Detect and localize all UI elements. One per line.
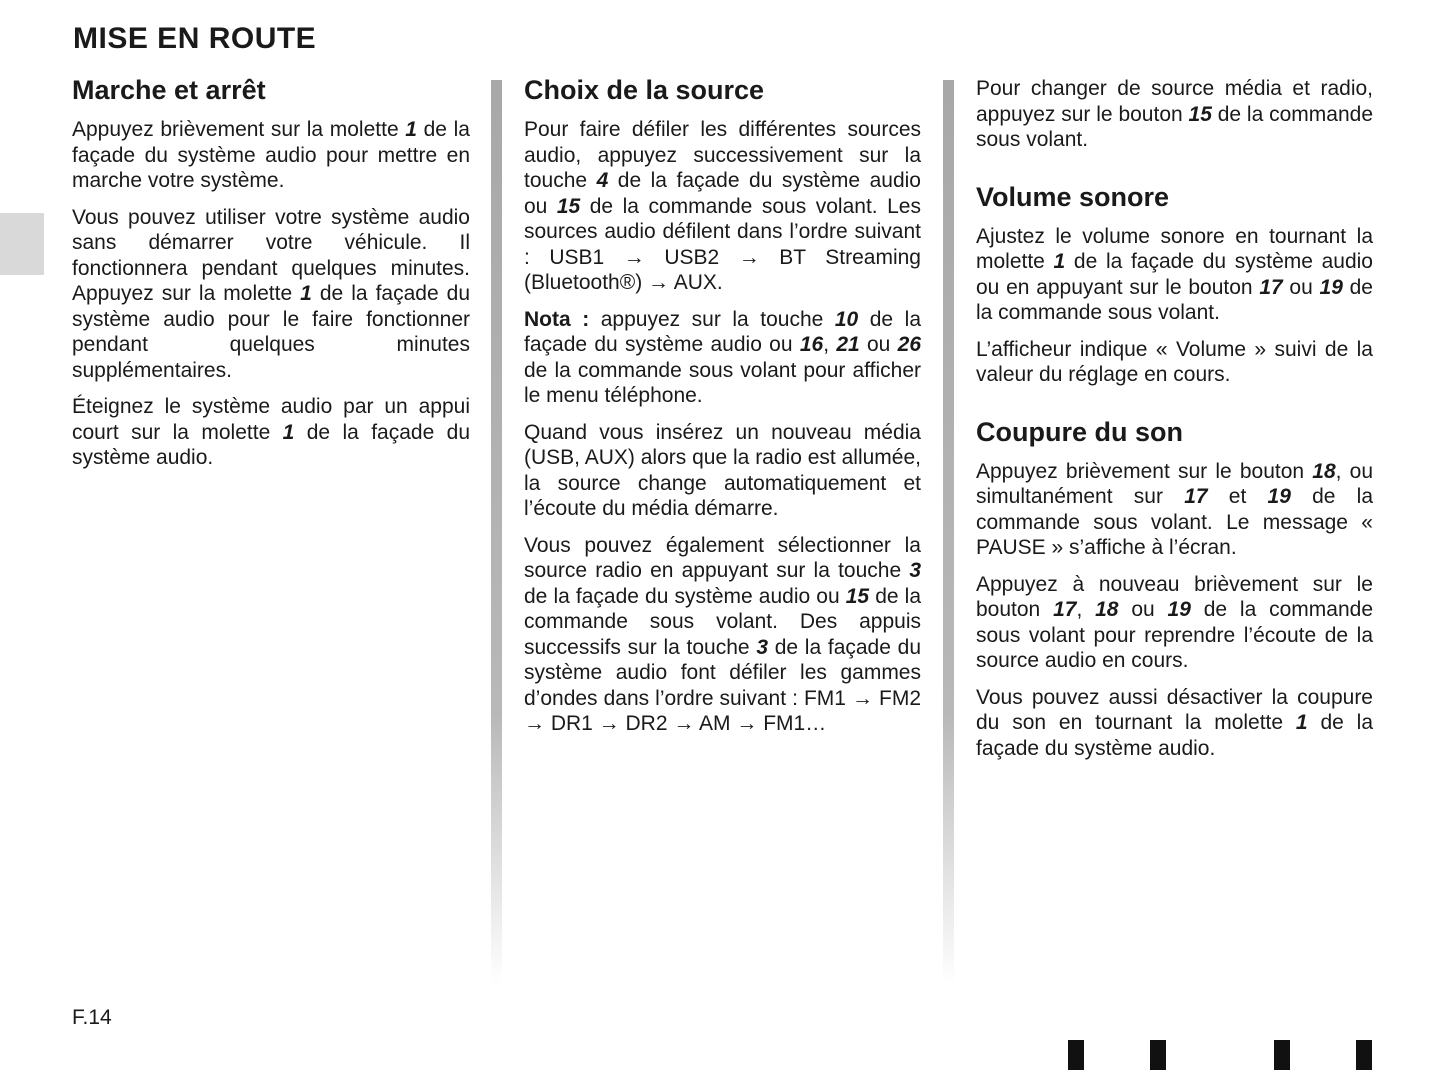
print-crop-mark [1356,1040,1372,1070]
control-number: 17 [1053,598,1077,621]
paragraph [524,533,921,737]
text: Pour changer de source média et radio, appuyez sur le bouton [976,77,1373,126]
text: Appuyez brièvement sur la molette [72,118,406,141]
note-label: Nota : [524,307,590,331]
text: Vous pouvez utiliser votre système audio sans démarrer votre véhicule. Il fonctionnera pendant quelques minutes. Appuyez sur la molette [72,205,470,305]
text: Vous pouvez aussi désactiver la coupure du son en tournant la molette [976,685,1373,734]
paragraph [72,394,470,471]
text: de la commande sous volant. [976,102,1374,151]
text: Vous pouvez également sélectionner la source radio en appuyant sur la touche [524,533,921,582]
text: , [823,333,837,356]
text: de la commande sous volant pour afficher le menu téléphone. [524,358,921,407]
column-separator [943,80,954,985]
text: appuyez sur la touche [589,307,835,331]
control-number: 21 [836,333,860,356]
print-crop-mark [1068,1040,1084,1070]
text: de la façade du système audio ou [524,169,921,218]
control-number: 17 [1259,275,1283,299]
control-number: 1 [300,282,312,305]
paragraph [976,76,1373,153]
text: Pour faire défiler les différentes sources audio, appuyez successivement sur la touche [524,118,921,192]
control-number: 19 [1267,485,1291,508]
paragraph [976,572,1373,674]
section-heading-choix-source: Choix de la source [524,75,765,105]
control-number: 15 [845,584,870,608]
text: Ajustez le volume sonore en tournant la molette [976,224,1373,273]
control-number: 18 [1312,459,1336,483]
text: ou [859,333,898,356]
control-number: 15 [556,194,581,218]
control-number: 1 [1053,250,1066,273]
control-number: 26 [897,333,921,356]
column-marche-arret [72,72,470,482]
text: ou [1118,598,1168,621]
text: de la façade du système audio ou [524,307,921,356]
control-number: 17 [1184,485,1208,508]
text: de la façade du système audio ou en appuyant sur le bouton [976,250,1373,299]
paragraph [976,685,1373,762]
paragraph: Quand vous insérez un nouveau média (USB, AUX) alors que la radio est allumée, la source change automatiquement et l’écoute du média démarre. [524,420,921,520]
text: Appuyez brièvement sur le bouton [976,459,1313,483]
paragraph [976,459,1373,561]
text: de la façade du système audio pour le faire fonctionner pendant quelques minutes supplémentaires. [72,282,470,382]
control-number: 15 [1188,102,1212,126]
control-number: 1 [405,118,417,141]
control-number: 1 [282,420,295,444]
control-number: 4 [596,169,609,192]
chapter-tab [0,213,44,275]
paragraph [976,224,1373,326]
text: de la façade du système audio pour mettre en marche votre système. [72,118,470,192]
text: , ou simultanément sur [976,459,1373,508]
text: et [1207,485,1268,508]
text: Éteignez le système audio par un appui court sur la molette [72,395,470,444]
text: de la façade du système audio. [72,420,471,469]
text: de la commande sous volant. Des appuis successifs sur la touche [524,584,921,659]
text: de la façade du système audio ou [524,584,846,608]
control-number: 19 [1319,275,1343,299]
control-number: 16 [799,333,824,356]
column-volume-coupure [976,76,1373,772]
section-heading-volume-sonore: Volume sonore [976,181,1170,212]
text: Appuyez à nouveau brièvement sur le bouton [976,572,1373,621]
control-number: 1 [1295,711,1308,734]
text: , [1076,598,1096,621]
text: de la façade du système audio font défiler les gammes d’ondes dans l’ordre suivant : FM1 → FM2 → DR1 → DR2 → AM → FM1… [524,635,921,735]
text: ou [1282,275,1320,299]
text: de la façade du système audio. [976,711,1374,760]
paragraph [524,117,921,296]
column-separator [491,80,502,985]
control-number: 3 [756,635,768,659]
paragraph [72,205,470,384]
text: de la commande sous volant. Les sources audio défilent dans l’ordre suivant : USB1 → USB2 → BT Streaming (Bluetooth®) → AUX. [524,194,921,294]
print-crop-mark [1274,1040,1290,1070]
section-heading-marche-arret: Marche et arrêt [72,75,266,105]
text: de la commande sous volant. Le message « PAUSE » s’affiche à l’écran. [976,485,1374,559]
control-number: 3 [909,559,921,582]
page-title: MISE EN ROUTE [73,22,317,55]
text: de la commande sous volant pour reprendre l’écoute de la source audio en cours. [976,598,1373,672]
page-number: F.14 [72,1006,112,1029]
control-number: 19 [1167,598,1191,621]
paragraph [72,117,470,194]
print-crop-mark [1150,1040,1166,1070]
text: de la commande sous volant. [976,275,1373,324]
control-number: 10 [834,307,859,331]
control-number: 18 [1095,598,1119,621]
section-heading-coupure-son: Coupure du son [976,416,1183,447]
paragraph: L’afficheur indique « Volume » suivi de la valeur du réglage en cours. [976,337,1373,386]
note-paragraph [524,307,921,409]
column-choix-source [524,72,921,748]
